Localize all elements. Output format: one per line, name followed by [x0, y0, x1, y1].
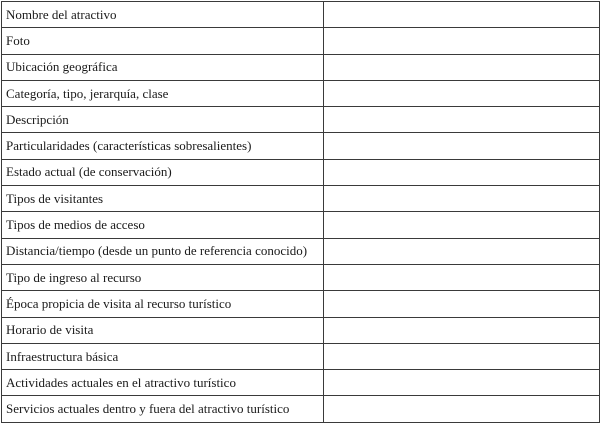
form-field-label: Actividades actuales en el atractivo turístico — [2, 370, 324, 396]
form-row — [2, 370, 600, 396]
form-field-value[interactable] — [324, 238, 600, 264]
form-row — [2, 291, 600, 317]
form-field-value[interactable] — [324, 396, 600, 422]
form-field-label: Tipos de medios de acceso — [2, 212, 324, 238]
form-field-label: Infraestructura básica — [2, 343, 324, 369]
form-field-value[interactable] — [324, 264, 600, 290]
form-field-label: Tipos de visitantes — [2, 186, 324, 212]
form-field-label: Ubicación geográfica — [2, 54, 324, 80]
form-field-value[interactable] — [324, 80, 600, 106]
form-field-value[interactable] — [324, 107, 600, 133]
form-field-value[interactable] — [324, 54, 600, 80]
form-field-value[interactable] — [324, 28, 600, 54]
form-row — [2, 80, 600, 106]
form-row — [2, 238, 600, 264]
form-row — [2, 317, 600, 343]
form-row — [2, 133, 600, 159]
form-field-value[interactable] — [324, 343, 600, 369]
form-field-value[interactable] — [324, 212, 600, 238]
form-field-value[interactable] — [324, 159, 600, 185]
form-field-label: Distancia/tiempo (desde un punto de referencia conocido) — [2, 238, 324, 264]
form-field-value[interactable] — [324, 317, 600, 343]
form-row — [2, 107, 600, 133]
form-field-value[interactable] — [324, 186, 600, 212]
form-field-label: Tipo de ingreso al recurso — [2, 264, 324, 290]
form-field-value[interactable] — [324, 133, 600, 159]
form-field-label: Estado actual (de conservación) — [2, 159, 324, 185]
form-body — [2, 2, 600, 423]
form-field-value[interactable] — [324, 291, 600, 317]
form-row — [2, 212, 600, 238]
form-field-label: Servicios actuales dentro y fuera del atractivo turístico — [2, 396, 324, 422]
form-row — [2, 28, 600, 54]
attraction-form-table — [1, 1, 600, 423]
form-field-label: Particularidades (características sobresalientes) — [2, 133, 324, 159]
form-field-label: Nombre del atractivo — [2, 2, 324, 28]
form-row — [2, 159, 600, 185]
form-row — [2, 54, 600, 80]
form-row — [2, 264, 600, 290]
form-row — [2, 396, 600, 422]
form-field-value[interactable] — [324, 370, 600, 396]
form-field-label: Categoría, tipo, jerarquía, clase — [2, 80, 324, 106]
form-field-label: Foto — [2, 28, 324, 54]
form-row — [2, 186, 600, 212]
form-field-label: Horario de visita — [2, 317, 324, 343]
form-field-label: Descripción — [2, 107, 324, 133]
form-row — [2, 2, 600, 28]
form-row — [2, 343, 600, 369]
form-field-value[interactable] — [324, 2, 600, 28]
form-field-label: Época propicia de visita al recurso turístico — [2, 291, 324, 317]
